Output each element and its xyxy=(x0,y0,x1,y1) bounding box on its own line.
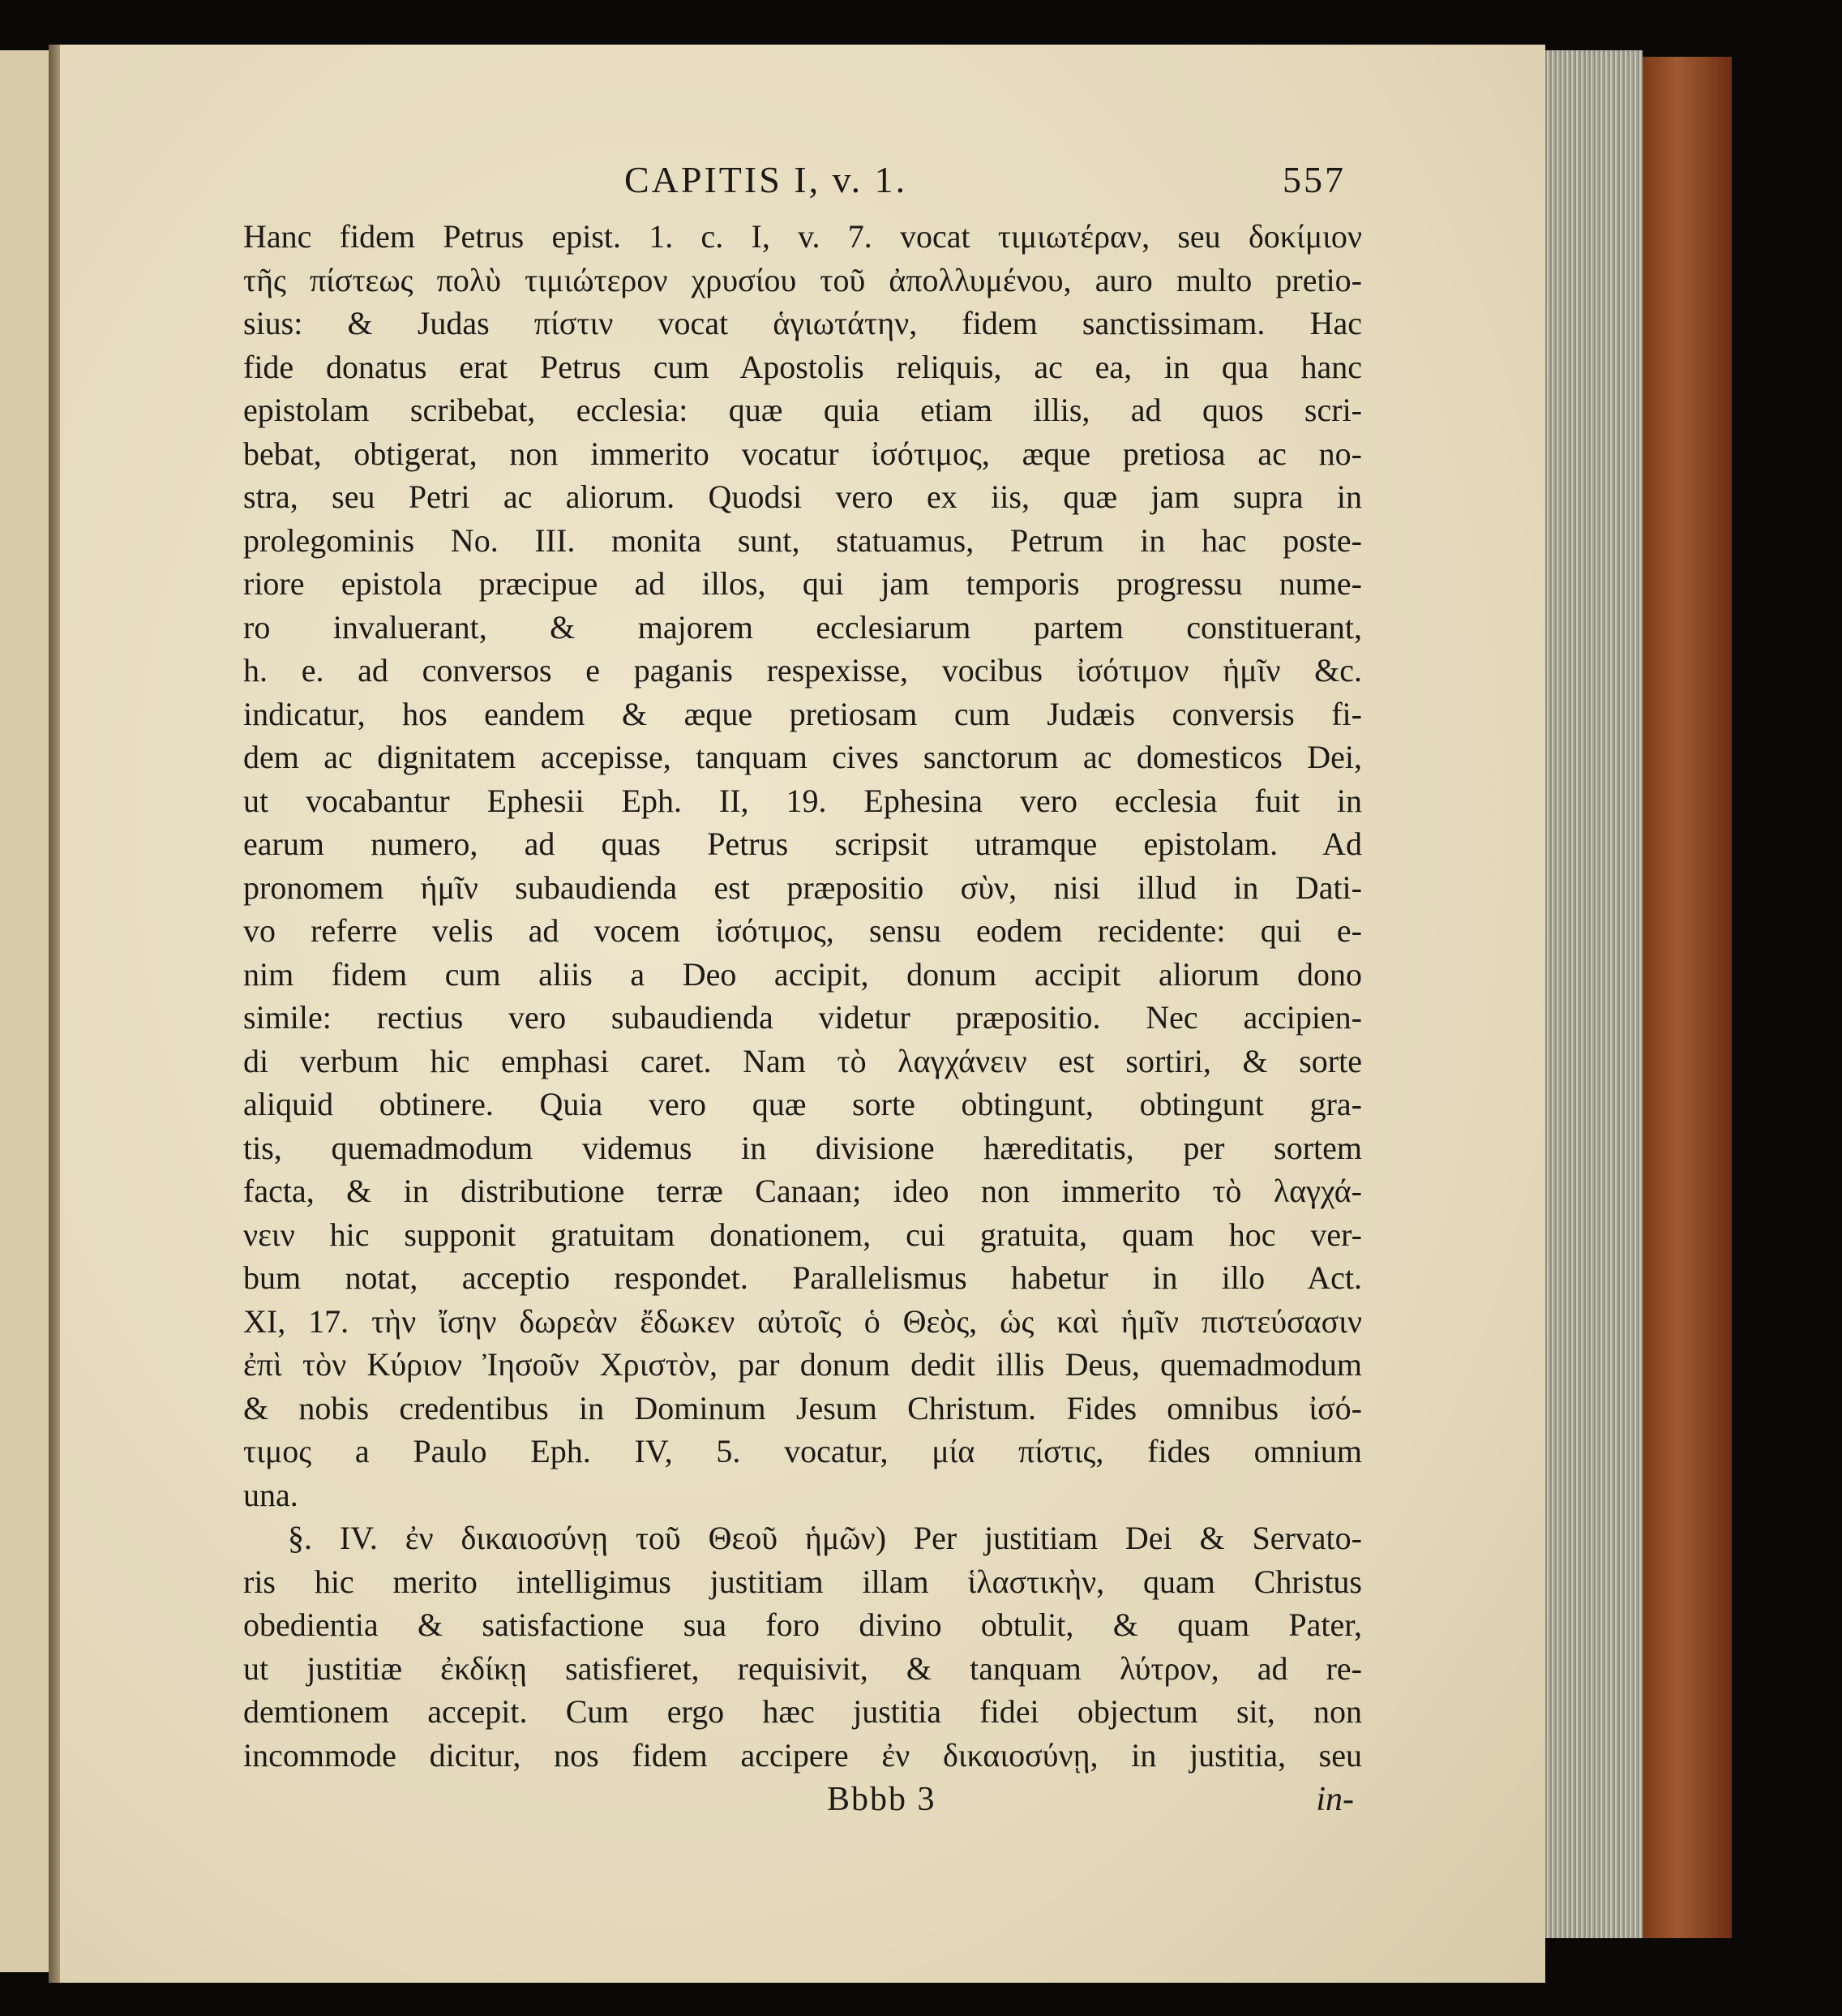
text-line: vo referre velis ad vocem ἰσότιμος, sensu eodem recidente: qui e- xyxy=(243,912,1362,949)
running-title: CAPITIS I, v. 1. xyxy=(624,159,908,200)
text-line: h. e. ad conversos e paganis respexisse, vocibus ἰσότιμον ἡμῖν &c. xyxy=(243,652,1362,688)
text-line: fide donatus erat Petrus cum Apostolis reliquis, ac ea, in qua hanc xyxy=(243,348,1362,385)
text-line: demtionem accepit. Cum ergo hæc justitia fidei objectum sit, non xyxy=(243,1693,1362,1730)
page-header xyxy=(243,158,1362,215)
text-line: §. IV. ἐν δικαιοσύνῃ τοῦ Θεοῦ ἡμῶν) Per justitiam Dei & Servato- xyxy=(288,1520,1362,1556)
left-page-edge xyxy=(0,50,50,1972)
text-line: aliquid obtinere. Quia vero quæ sorte obtingunt, obtingunt gra- xyxy=(243,1086,1362,1122)
text-line: pronomem ἡμῖν subaudienda est præpositio σὺν, nisi illud in Dati- xyxy=(243,869,1362,906)
text-line: simile: rectius vero subaudienda videtur præpositio. Nec accipien- xyxy=(243,999,1362,1036)
text-line: obedientia & satisfactione sua foro divino obtulit, & quam Pater, xyxy=(243,1606,1362,1643)
text-line: dem ac dignitatem accepisse, tanquam cives sanctorum ac domesticos Dei, xyxy=(243,739,1362,775)
text-line: di verbum hic emphasi caret. Nam τὸ λαγχάνειν est sortiri, & sorte xyxy=(243,1042,1362,1079)
text-line: earum numero, ad quas Petrus scripsit utramque epistolam. Ad xyxy=(243,826,1362,862)
text-line: ro invaluerant, & majorem ecclesiarum partem constituerant, xyxy=(243,608,1362,646)
text-line: epistolam scribebat, ecclesia: quæ quia etiam illis, ad quos scri- xyxy=(243,392,1362,428)
text-line: bum notat, acceptio respondet. Parallelismus habetur in illo Act. xyxy=(243,1259,1362,1296)
text-line: τῆς πίστεως πολὺ τιμιώτερον χρυσίου τοῦ ἀπολλυμένου, auro multo pretio- xyxy=(243,261,1362,298)
text-line: Hanc fidem Petrus epist. 1. c. I, v. 7. vocat τιμιωτέραν, seu δοκίμιον xyxy=(243,218,1362,255)
text-line: nim fidem cum aliis a Deo accipit, donum accipit aliorum dono xyxy=(243,955,1362,993)
page-text xyxy=(243,158,1362,1829)
text-line: ut justitiæ ἐκδίκῃ satisfieret, requisivit, & tanquam λύτρον, ad re- xyxy=(243,1649,1362,1687)
body-text xyxy=(243,215,1362,1777)
text-line: una. xyxy=(243,1476,298,1513)
text-line: facta, & in distributione terræ Canaan; ideo non immerito τὸ λαγχά- xyxy=(243,1173,1362,1209)
text-line: tis, quemadmodum videmus in divisione hæreditatis, per sortem xyxy=(243,1129,1362,1166)
text-line: & nobis credentibus in Dominum Jesum Christum. Fides omnibus ἰσό- xyxy=(243,1389,1362,1426)
page-number: 557 xyxy=(1283,159,1346,200)
text-line: sius: & Judas πίστιν vocat ἁγιωτάτην, fidem sanctissimam. Hac xyxy=(243,305,1362,341)
text-line: νειν hic supponit gratuitam donationem, cui gratuita, quam hoc ver- xyxy=(243,1216,1362,1253)
text-line: XI, 17. τὴν ἴσην δωρεὰν ἔδωκεν αὐτοῖς ὁ Θεὸς, ὡς καὶ ἡμῖν πιστεύσασιν xyxy=(243,1302,1362,1340)
signature-mark: Bbbb 3 xyxy=(827,1781,936,1818)
text-line: stra, seu Petri ac aliorum. Quodsi vero ex iis, quæ jam supra in xyxy=(243,478,1362,515)
text-line: τιμος a Paulo Eph. IV, 5. vocatur, μία πίστις, fides omnium xyxy=(243,1433,1362,1469)
page-footer xyxy=(243,1780,1362,1829)
text-line: ἐπὶ τὸν Κύριον Ἰησοῦν Χριστὸν, par donum dedit illis Deus, quemadmodum xyxy=(243,1346,1362,1383)
text-line: incommode dicitur, nos fidem accipere ἐν δικαιοσύνῃ, in justitia, seu xyxy=(243,1736,1362,1774)
catchword: in- xyxy=(1316,1781,1354,1818)
page-block-edge xyxy=(1545,50,1643,1938)
text-line: ris hic merito intelligimus justitiam illam ἱλαστικὴν, quam Christus xyxy=(243,1563,1362,1600)
text-line: ut vocabantur Ephesii Eph. II, 19. Ephesina vero ecclesia fuit in xyxy=(243,782,1362,819)
text-line: bebat, obtigerat, non immerito vocatur ἰσότιμος, æque pretiosa ac no- xyxy=(243,435,1362,472)
book-cover-edge xyxy=(1643,57,1732,1938)
text-line: prolegominis No. III. monita sunt, statuamus, Petrum in hac poste- xyxy=(243,521,1362,559)
text-line: indicatur, hos eandem & æque pretiosam cum Judæis conversis fi- xyxy=(243,695,1362,732)
text-line: riore epistola præcipue ad illos, qui jam temporis progressu nume- xyxy=(243,565,1362,602)
